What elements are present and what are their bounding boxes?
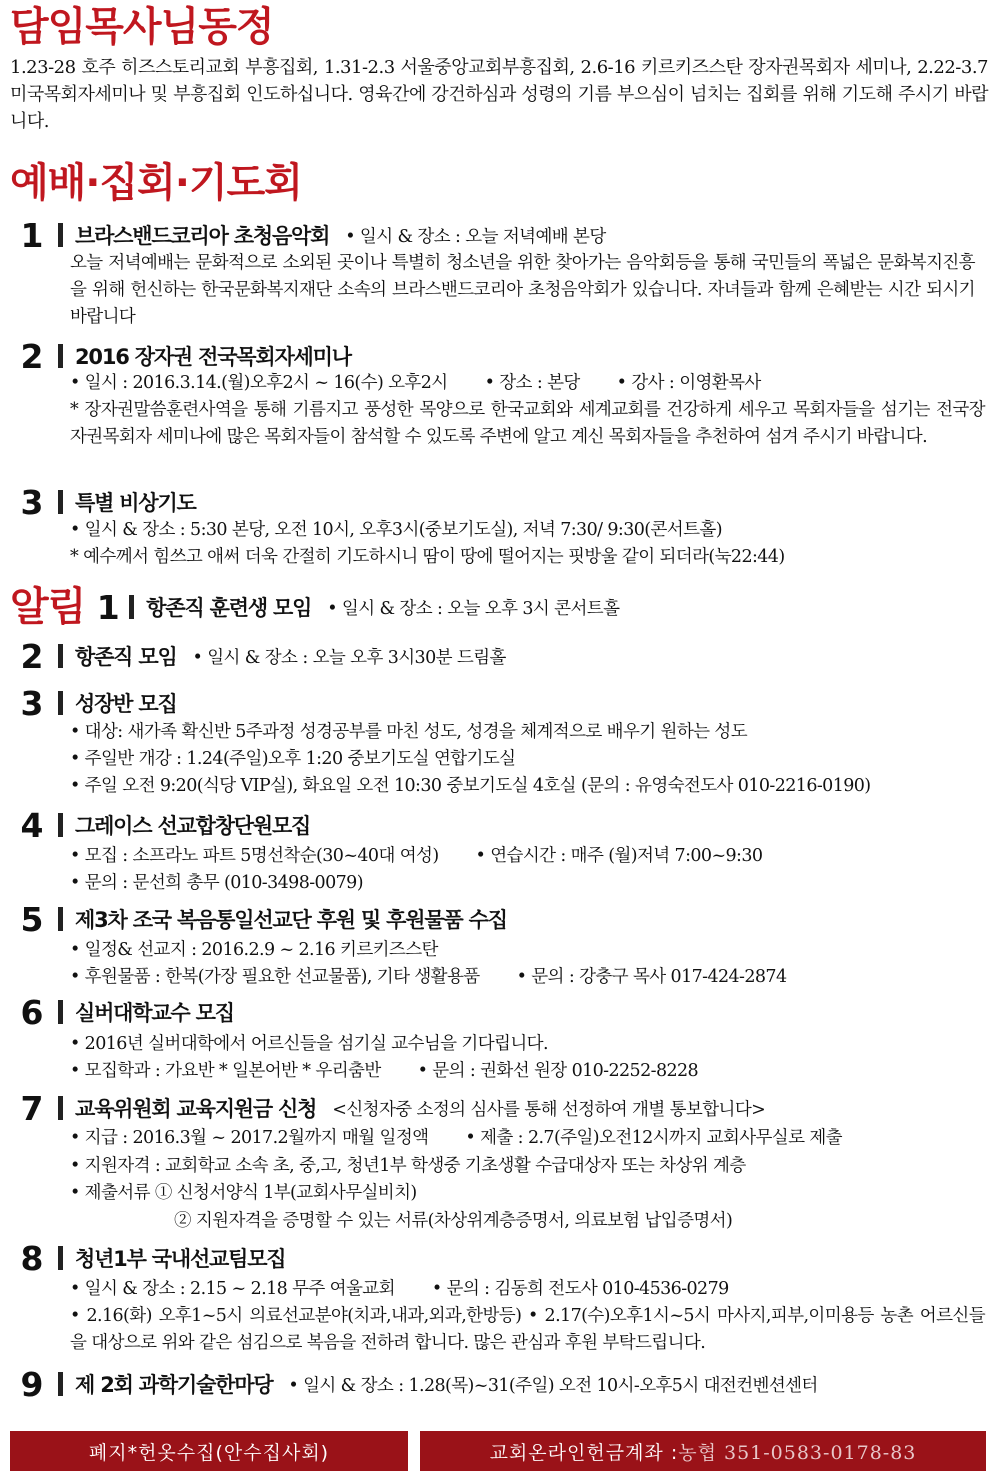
divider-bar (58, 691, 63, 715)
notice-item-6-line2 (70, 1058, 985, 1085)
item-number: 5 (20, 899, 44, 939)
notice-item-3-line1: • 대상: 새가족 확신반 5주과정 성경공부를 마친 성도, 성경을 체계적으로 배우기 원하는 성도 (70, 722, 748, 742)
footer-account-number: 농협 351-0583-0178-83 (678, 1441, 917, 1464)
notice-item-7-line4: ② 지원자격을 증명할 수 있는 서류(차상위계층증명서, 의료보험 납입증명서) (174, 1211, 733, 1231)
section-title-pastor: 담임목사님동정 (10, 4, 274, 50)
notice-item-7-line2: • 지원자격 : 교회학교 소속 초, 중,고, 청년1부 학생중 기초생활 수급대상자 또는 차상위 계층 (70, 1156, 746, 1176)
info-recruit: • 모집 : 소프라노 파트 5명선착순(30~40대 여성) (70, 846, 439, 866)
info-contact: • 문의 : 강충구 목사 017-424-2874 (516, 967, 787, 987)
footer-banner-offering-account (420, 1431, 986, 1471)
item-number: 3 (20, 683, 44, 723)
section-title-worship: 예배·집회·기도회 (10, 160, 302, 206)
footer-banner-recycling (10, 1431, 408, 1471)
info-place: • 장소 : 본당 (484, 373, 580, 393)
item-number: 1 (20, 215, 44, 255)
divider-bar (58, 344, 63, 368)
notice-item-3-header (10, 685, 193, 721)
notice-item-3-line2: • 주일반 개강 : 1.24(주일)오후 1:20 중보기도실 연합기도실 (70, 749, 516, 769)
item-title: 항존직 훈련생 모임 (146, 596, 312, 620)
item-title: 성장반 모집 (75, 692, 177, 716)
notice-item-7-line1 (70, 1125, 985, 1152)
item-title: 브라스밴드코리아 초청음악회 (75, 224, 330, 248)
info-contact: • 문의 : 권화선 원장 010-2252-8228 (417, 1061, 699, 1081)
notice-item-4-header (10, 807, 326, 843)
worship-item-1-header (10, 217, 606, 253)
info-submit: • 제출 : 2.7(주일)오전12시까지 교회사무실로 제출 (465, 1128, 842, 1148)
worship-item-3-verse: * 예수께서 힘쓰고 애써 더욱 간절히 기도하시니 땀이 땅에 떨어지는 핏방울 같이 되더라(눅22:44) (70, 547, 785, 567)
notice-item-4-line1 (70, 843, 985, 870)
divider-bar (58, 907, 63, 931)
divider-bar (58, 644, 63, 668)
item-title: 특별 비상기도 (75, 491, 196, 515)
item-title: 청년1부 국내선교팀모집 (75, 1247, 286, 1271)
item-number: 6 (20, 992, 44, 1032)
item-title: 2016 장자권 전국목회자세미나 (75, 345, 351, 369)
section-title-notice: 알림 (10, 584, 86, 630)
info-payment: • 지급 : 2016.3월 ~ 2017.2월까지 매월 일정액 (70, 1128, 429, 1148)
item-title: 제 2회 과학기술한마당 (75, 1373, 273, 1397)
info-speaker: • 강사 : 이영환목사 (616, 373, 761, 393)
notice-item-6-header (10, 994, 250, 1030)
info-date: • 일시 : 2016.3.14.(월)오후2시 ~ 16(수) 오후2시 (70, 373, 448, 393)
divider-bar (58, 813, 63, 837)
notice-item-3-line3: • 주일 오전 9:20(식당 VIP실), 화요일 오전 10:30 중보기도실 4호실 (문의 : 유영숙전도사 010-2216-0190) (70, 776, 871, 796)
divider-bar (129, 595, 134, 619)
notice-item-8-header (10, 1240, 301, 1276)
item-title: 실버대학교수 모집 (75, 1001, 234, 1025)
item-note: • 일시 & 장소 : 오늘 저녁예배 본당 (345, 226, 606, 247)
worship-item-2-desc: * 장자권말씀훈련사역을 통해 기름지고 풍성한 목양으로 한국교회와 세계교회를 건강하게 세우고 목회자들을 섬기는 전국장자권목회자 세미나에 많은 목회자들이 참석할 수 있도록 주변에 알고 계신 목회자들을 추천하여 섬겨 주시기 바랍니다. (70, 400, 985, 447)
info-practice: • 연습시간 : 매주 (월)저녁 7:00~9:30 (475, 846, 763, 866)
info-subjects: • 모집학과 : 가요반 * 일본어반 * 우리춤반 (70, 1061, 381, 1081)
item-title: 제3차 조국 복음통일선교단 후원 및 후원물품 수집 (75, 908, 507, 932)
divider-bar (58, 1096, 63, 1120)
divider-bar (58, 223, 63, 247)
item-note: • 일시 & 장소 : 오늘 오후 3시30분 드림홀 (192, 647, 506, 668)
worship-item-2-header (10, 338, 367, 374)
footer-left-text: 폐지*헌옷수집(안수집사회) (88, 1441, 330, 1464)
footer-account-label: 교회온라인헌금계좌 : (489, 1441, 679, 1464)
item-number: 7 (20, 1088, 44, 1128)
notice-item-8-desc: • 2.16(화) 오후1~5시 의료선교분야(치과,내과,외과,한방등) • 2.17(수)오후1시~5시 마사지,피부,이미용등 농촌 어르신들을 대상으로 위와 같은 섬김으로 복음을 전하려 합니다. 많은 관심과 후원 부탁드립니다. (70, 1306, 985, 1353)
worship-item-2-info (70, 370, 985, 397)
notice-item-2-header (10, 638, 506, 674)
notice-item-5-line2 (70, 964, 985, 991)
item-number: 8 (20, 1238, 44, 1278)
item-title: 항존직 모임 (75, 645, 177, 669)
pastor-schedule-text: 1.23-28 호주 히즈스토리교회 부흥집회, 1.31-2.3 서울중앙교회부흥집회, 2.6-16 키르키즈스탄 장자권목회자 세미나, 2.22-3.7 미국목회자세미나 및 부흥집회 인도하십니다. 영육간에 강건하심과 성령의 기름 부으심이 넘치는 집회를 위해 기도해 주시기 바랍니다. (10, 57, 988, 132)
notice-item-5-line1: • 일정& 선교지 : 2016.2.9 ~ 2.16 키르키즈스탄 (70, 940, 438, 960)
worship-item-1-desc: 오늘 저녁예배는 문화적으로 소외된 곳이나 특별히 청소년을 위한 찾아가는 음악회등을 통해 국민들의 폭넓은 문화복지진흥을 위해 헌신하는 한국문화복지재단 소속의 브라스밴드코리아 초청음악회가 있습니다. 자녀들과 함께 은혜받는 시간 되시기 바랍니다 (70, 253, 975, 327)
info-contact: • 문의 : 김동희 전도사 010-4536-0279 (431, 1279, 729, 1299)
item-number: 1 (96, 587, 120, 627)
item-title: 교육위원회 교육지원금 신청 (75, 1097, 317, 1121)
item-title: 그레이스 선교합창단원모집 (75, 814, 311, 838)
item-number: 3 (20, 482, 44, 522)
divider-bar (58, 1246, 63, 1270)
notice-item-7-line3: • 제출서류 ① 신청서양식 1부(교회사무실비치) (70, 1183, 417, 1203)
notice-item-5-header (10, 901, 523, 937)
divider-bar (58, 1000, 63, 1024)
notice-item-4-line2: • 문의 : 문선희 총무 (010-3498-0079) (70, 873, 363, 893)
item-number: 2 (20, 636, 44, 676)
worship-item-3-info: • 일시 & 장소 : 5:30 본당, 오전 10시, 오후3시(중보기도실), 저녁 7:30/ 9:30(콘서트홀) (70, 520, 722, 540)
item-note: • 일시 & 장소 : 1.28(목)~31(주일) 오전 10시-오후5시 대전컨벤션센터 (288, 1375, 818, 1396)
item-number: 9 (20, 1364, 44, 1404)
notice-item-1-header (10, 582, 619, 632)
item-note: • 일시 & 장소 : 오늘 오후 3시 콘서트홀 (327, 598, 620, 619)
item-number: 2 (20, 336, 44, 376)
notice-item-6-line1: • 2016년 실버대학에서 어르신들을 섬기실 교수님을 기다립니다. (70, 1034, 548, 1054)
notice-item-9-header (10, 1366, 818, 1402)
worship-item-3-header (10, 484, 212, 520)
info-date-place: • 일시 & 장소 : 2.15 ~ 2.18 무주 여울교회 (70, 1279, 395, 1299)
info-items: • 후원물품 : 한복(가장 필요한 선교물품), 기타 생활용품 (70, 967, 480, 987)
item-number: 4 (20, 805, 44, 845)
item-note: <신청자중 소정의 심사를 통해 선정하여 개별 통보합니다> (332, 1099, 766, 1120)
notice-item-8-line1 (70, 1276, 985, 1303)
notice-item-7-header (10, 1090, 765, 1126)
divider-bar (58, 1372, 63, 1396)
divider-bar (58, 490, 63, 514)
